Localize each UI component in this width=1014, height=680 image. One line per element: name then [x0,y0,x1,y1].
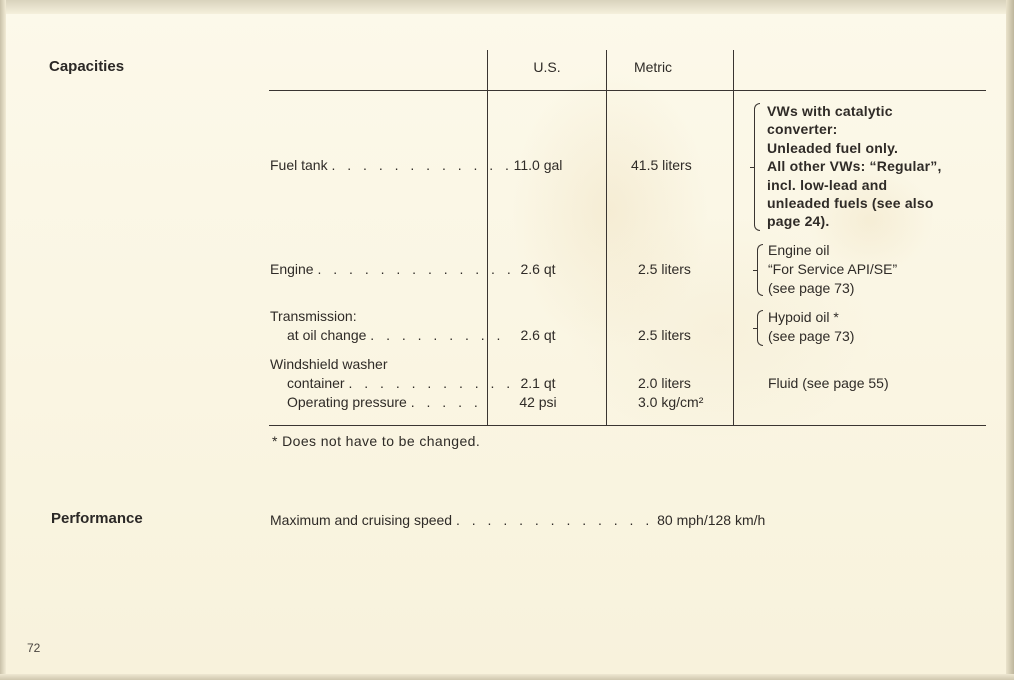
page-number: 72 [27,641,41,655]
capacities-heading: Capacities [49,58,125,75]
transmission-brace [757,310,763,346]
row-label-engine [270,261,515,277]
transmission-notes [768,308,854,346]
page-edge-right [1006,0,1014,680]
table-divider-notes [733,50,734,426]
note-line: (see page 73) [768,328,855,344]
page-edge-top [0,0,1014,14]
row-label-text: Engine [270,261,314,277]
note-line: incl. low-lead and [767,176,888,193]
note-line: “For Service API/SE” [768,261,898,277]
column-header-us: U.S. [533,59,561,75]
washer-container-metric: 2.0 liters [638,375,691,391]
note-line: Unleaded fuel only. [767,139,899,156]
transmission-us: 2.6 qt [520,327,556,343]
fuel-tank-metric: 41.5 liters [631,157,692,173]
row-label-text: at oil change [287,327,367,343]
performance-line [270,512,765,528]
dot-leader: . . . . . . . . . . . . . [455,512,654,528]
dot-leader: . . . . . [410,394,482,410]
note-line: Hypoid oil * [768,309,839,325]
footnote: * Does not have to be changed. [272,433,481,449]
note-line: page 24). [767,213,830,230]
table-bottom-rule [269,425,986,426]
dot-leader: . . . . . . . . . . . [348,375,515,391]
dot-leader: . . . . . . . . . . . . [331,157,513,173]
engine-us: 2.6 qt [520,261,556,277]
page-edge-left [0,0,6,680]
transmission-metric: 2.5 liters [638,327,691,343]
washer-pressure-us: 42 psi [519,394,557,410]
note-line: converter: [767,121,838,138]
row-label-text: container [287,375,345,391]
row-label-transmission-sub [287,327,504,343]
dot-leader: . . . . . . . . . . . . . [317,261,515,277]
note-line: unleaded fuels (see also [767,195,934,212]
dot-leader: . . . . . . . . . [370,327,505,343]
fuel-tank-brace [754,103,760,231]
performance-label: Maximum and cruising speed [270,512,453,528]
engine-metric: 2.5 liters [638,261,691,277]
washer-container-us: 2.1 qt [520,375,556,391]
table-divider-metric [606,50,607,426]
performance-value: 80 mph/128 km/h [657,512,766,528]
row-label-text: Fuel tank [270,157,328,173]
note-line: Engine oil [768,242,830,258]
row-label-fuel-tank [270,157,513,173]
note-line: VWs with catalytic [767,103,893,119]
engine-notes [768,241,897,298]
note-line: All other VWs: “Regular”, [767,158,942,175]
row-label-transmission: Transmission: [270,308,357,324]
washer-note: Fluid (see page 55) [768,375,889,391]
page-edge-bottom [0,674,1014,680]
row-label-washer-container [287,375,514,391]
fuel-tank-notes [767,102,942,231]
washer-pressure-metric: 3.0 kg/cm² [638,394,704,410]
note-line: (see page 73) [768,280,855,296]
column-header-metric: Metric [633,59,673,75]
fuel-tank-us: 11.0 gal [513,157,563,173]
performance-heading: Performance [51,510,143,527]
row-label-text: Operating pressure [287,394,407,410]
row-label-washer: Windshield washer [270,356,388,372]
row-label-washer-pressure [287,394,482,410]
engine-brace [757,244,763,296]
table-divider-us [487,50,488,426]
table-header-rule [269,90,986,91]
